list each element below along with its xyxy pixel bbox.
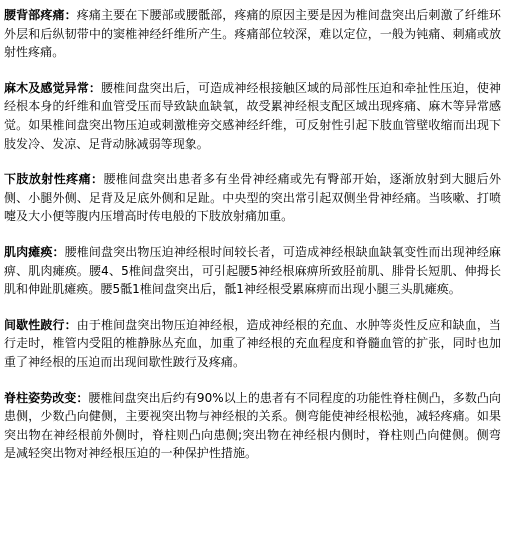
section-numbness [4,79,501,153]
section-body: 疼痛主要在下腰部或腰骶部，疼痛的原因主要是因为椎间盘突出后刺激了纤维环外层和后纵韧带中的窦椎神经纤维所产生。疼痛部位较深，难以定位，一般为钝痛、刺痛或放射性疼痛。 [4,8,501,60]
section-body: 腰椎间盘突出后，可造成神经根接触区域的局部性压迫和牵扯性压迫，使神经根本身的纤维和血管受压而导致缺血缺氧，故受累神经根支配区域出现疼痛、麻木等异常感觉。如果椎间盘突出物压迫或刺激椎旁交感神经纤维，可反射性引起下肢血管壁收缩而出现下肢发冷、发凉、足背动脉减弱等现象。 [4,80,502,151]
section-radiating-pain [4,170,501,226]
section-heading: 下肢放射性疼痛： [4,172,104,187]
section-heading: 腰背部疼痛： [4,8,77,22]
section-claudication [4,316,501,372]
section-body: 腰椎间盘突出后约有90%以上的患者有不同程度的功能性脊柱侧凸，多数凸向患侧，少数凸向健侧，主要视突出物与神经根的关系。侧弯能使神经根松弛，减轻疼痛。如果突出物在神经根前外侧时，脊柱则凸向患侧;突出物在神经根内侧时，脊柱则凸向健侧。侧弯是减轻突出物对神经根压迫的一种保护性措施。 [4,390,501,461]
section-body: 腰椎间盘突出物压迫神经根时间较长者，可造成神经根缺血缺氧变性而出现神经麻痹、肌肉瘫痪。腰4、5椎间盘突出，可引起腰5神经根麻痹所致胫前肌、腓骨长短肌、伸拇长肌和伸趾肌瘫痪。腰5骶1椎间盘突出后，骶1神经根受累麻痹而出现小腿三头肌瘫痪。 [4,244,501,297]
section-low-back-pain [4,6,501,62]
section-muscle-paralysis [4,243,501,299]
section-body: 腰椎间盘突出患者多有坐骨神经痛或先有臀部开始，逐渐放射到大腿后外侧、小腿外侧、足背及足底外侧和足趾。中央型的突出常引起双侧坐骨神经痛。当咳嗽、打喷嚏及大小便等腹内压增高时传电般的下肢放射痛加重。 [4,172,501,224]
section-heading: 肌肉瘫痪： [4,244,65,259]
section-heading: 间歇性跛行： [4,317,77,332]
section-heading: 麻木及感觉异常： [4,80,101,95]
section-posture-change [4,389,501,463]
section-heading: 脊柱姿势改变： [4,390,89,405]
section-body: 由于椎间盘突出物压迫神经根，造成神经根的充血、水肿等炎性反应和缺血，当行走时，椎管内受阻的椎静脉丛充血，加重了神经根的充血程度和脊髓血管的扩张，同时也加重了神经根的压迫而出现间歇性跛行及疼痛。 [4,317,501,369]
